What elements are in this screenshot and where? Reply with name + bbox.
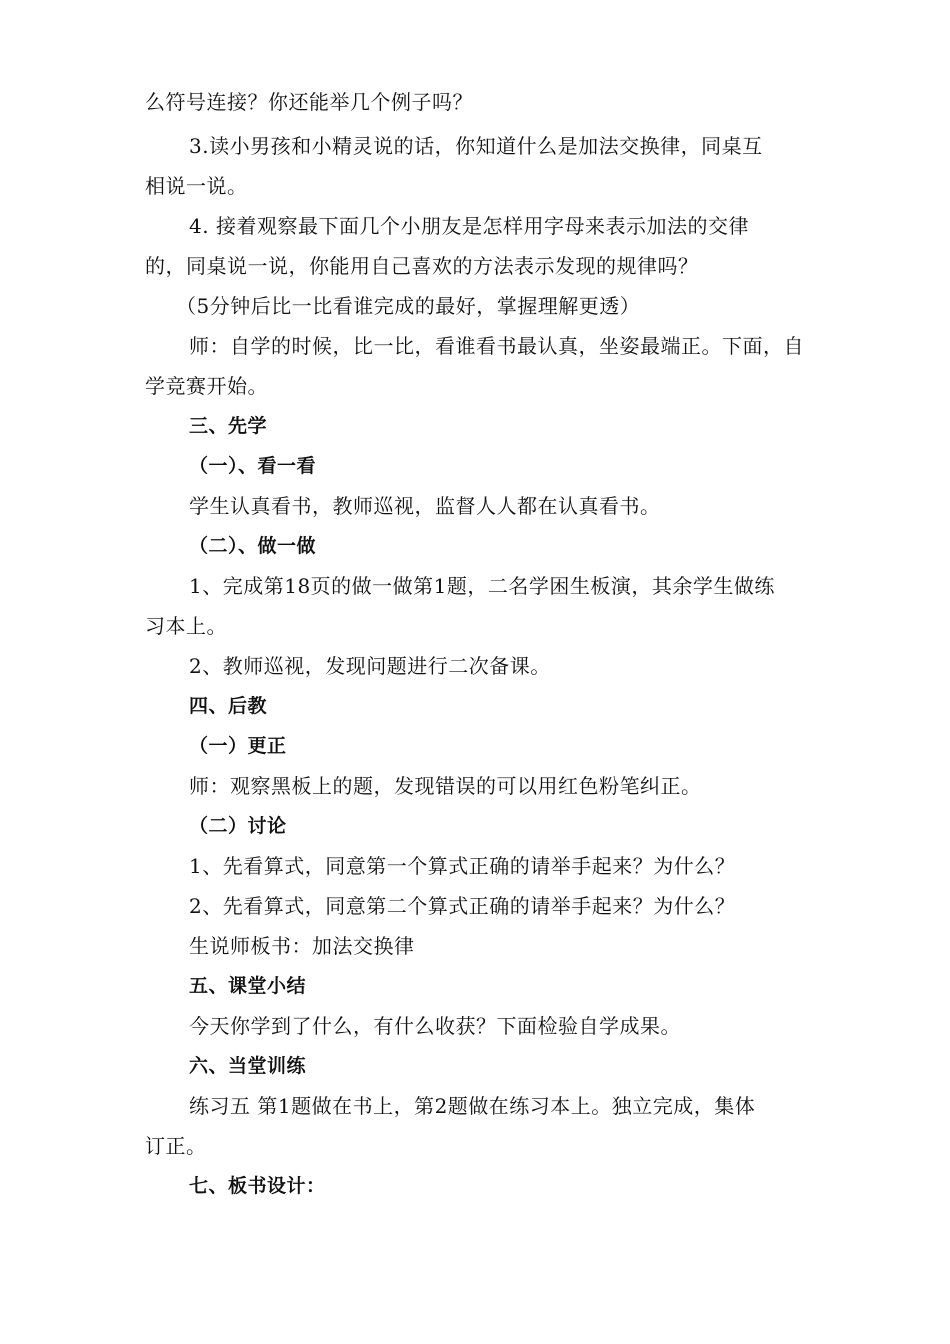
- paragraph-line: 订正。: [145, 1134, 207, 1158]
- section-heading: 四、后教: [189, 695, 268, 717]
- subsection-heading: （一）更正: [189, 735, 287, 757]
- subsection-heading: （一）、看一看: [189, 455, 317, 477]
- paragraph-line: 生说师板书：加法交换律: [189, 934, 415, 958]
- paragraph-line: 3.读小男孩和小精灵说的话，你知道什么是加法交换律，同桌互: [189, 134, 763, 158]
- section-heading: 五、课堂小结: [189, 975, 307, 997]
- subsection-heading: （二）、做一做: [189, 535, 317, 557]
- paragraph-line: 师：观察黑板上的题，发现错误的可以用红色粉笔纠正。: [189, 774, 702, 798]
- paragraph-line: 相说一说。: [145, 174, 248, 198]
- paragraph-line: 1、完成第18页的做一做第1题，二名学困生板演，其余学生做练: [189, 574, 775, 598]
- paragraph-line: 学生认真看书，教师巡视，监督人人都在认真看书。: [189, 494, 661, 518]
- paragraph-line: 习本上。: [145, 614, 227, 638]
- subsection-heading: （二）讨论: [189, 815, 287, 837]
- paragraph-line: 学竞赛开始。: [145, 374, 268, 398]
- section-heading: 三、先学: [189, 415, 268, 437]
- paragraph-line: 2、教师巡视，发现问题进行二次备课。: [189, 654, 551, 678]
- section-heading: 六、当堂训练: [189, 1055, 307, 1077]
- paragraph-line: 今天你学到了什么，有什么收获？下面检验自学成果。: [189, 1014, 681, 1038]
- paragraph-line: 4. 接着观察最下面几个小朋友是怎样用字母来表示加法的交律: [189, 214, 749, 238]
- paragraph-line: 2、先看算式，同意第二个算式正确的请举手起来？为什么？: [189, 894, 736, 918]
- paragraph-line: 的，同桌说一说，你能用自己喜欢的方法表示发现的规律吗？: [145, 254, 699, 278]
- paragraph-line: 么符号连接？你还能举几个例子吗？: [145, 90, 473, 114]
- section-heading: 七、板书设计：: [189, 1175, 326, 1197]
- paragraph-line: 练习五 第1题做在书上，第2题做在练习本上。独立完成，集体: [189, 1094, 756, 1118]
- paragraph-line: 师：自学的时候，比一比，看谁看书最认真，坐姿最端正。下面，自: [189, 334, 804, 358]
- paragraph-line: 1、先看算式，同意第一个算式正确的请举手起来？为什么？: [189, 854, 736, 878]
- paragraph-line: （5分钟后比一比看谁完成的最好，掌握理解更透）: [176, 294, 641, 318]
